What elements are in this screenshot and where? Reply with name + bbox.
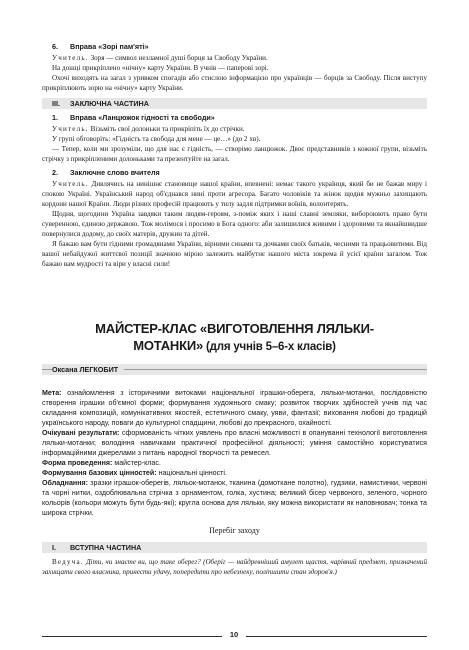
paragraph: Учитель. Зоря — символ незламної душі борця за Свободу України. <box>52 54 268 62</box>
page-number: 10 <box>222 629 246 641</box>
paragraph: Охочі виходять на загал з уривком спогадів або стислою інформацією про українців — борців за Свободу. Після виступу прикріплюють зорю на «нічну» карту України. <box>42 74 427 92</box>
speaker-label: Учитель. <box>52 180 89 188</box>
paragraph: — Тепер, коли ми зрозуміли, що для нас є гідність, — створімо ланцюжок. Двоє представників з кожної групи, візьміть стрічку з прикріпленими долоньками та презентуйте на загал. <box>42 145 427 163</box>
paragraph: Щодня, щогодини Україна завдяки таким людям-героям, з-поміж яких і наші славні земляки, вибороюють право бути суверенною, єдиною державою. Тож молімося і просимо в Бога одного: аби залишилися живими і здоровими та якнайшвидше повернулися додому, до своїх матерів, дружин та дітей. <box>42 210 427 238</box>
top-section <box>42 42 427 269</box>
title-subtitle: (для учнів 5–6-х класів) <box>203 341 336 353</box>
definition-label: Очікувані результати: <box>42 429 120 437</box>
equipment-definition: Обладнання: зразки іграшок-оберегів, ляльок-мотанок, тканина (домоткане полотно), гудзики, намистинки, червоні та чорні нитки, оздоблювальна стрічка з орнаментом, голка, хустина; великий бісер червоного, зеленого, чорного кольорів (кольори можуть бути будь-які); кругла основа для ляльки, яку можна використати як наповнювач; тонка та широка стрічки. <box>42 479 427 517</box>
values-definition: Формування базових цінностей: національні цінності. <box>42 469 227 477</box>
goal-definition: Мета: ознайомлення з історичними витоками національної іграшки-оберега, ляльки-мотанки, послідовністю створення іграшки об'ємної форми; формування художнього смаку; розвиток творчих здібностей учнів під час складання композицій, комунікативних якостей, естетичного смаку, уяви, фантазії; виховання любові до традицій українського народу, поваги до культурної спадщини, любові до прекрасного, охайності. <box>42 389 427 427</box>
author-bar <box>42 364 427 375</box>
section-number: III. <box>52 99 60 108</box>
paragraph: На дошці прикріплено «нічну» карту України. В учнів — паперові зорі. <box>52 64 269 72</box>
speaker-label: Учитель. <box>52 54 89 62</box>
title-line-2: МОТАНКИ» (для учнів 5–6-х класів) <box>133 338 336 353</box>
exercise-1-heading <box>42 113 427 123</box>
author-name: Оксана ЛЕГКОБИТ <box>52 364 124 375</box>
definition-label: Форма проведення: <box>42 459 113 467</box>
exercise-number: 1. <box>52 113 58 122</box>
exercise-6-heading <box>42 42 427 52</box>
title-line-1: МАЙСТЕР-КЛАС «ВИГОТОВЛЕННЯ ЛЯЛЬКИ- <box>95 321 374 336</box>
section-number: I. <box>52 543 56 552</box>
exercise-number: 6. <box>52 42 58 51</box>
paragraph: Я бажаю вам бути гідними громадянами України, вірними синами та дочками своїх батьків, чесними та працьовитими. Від вашої небайдужої життєвої позиції значною мірою залежить майбутнє нашого міста зокрема й усієї країни загалом. Тож бажаю вам мудрості та віри у власні сили! <box>42 240 427 268</box>
exercise-title: Заключне слово вчителя <box>70 168 160 177</box>
paragraph: Учитель. Дивлячись на нинішнє становище нашої країни, впевнені: немає такого українця, який би не бажав миру і спокою Україні. Український народ об'єднався нині проти агресора. Багато чоловіків та жінок щодня мужньо захищають кордони нашої Країни. Люди різних професій працюють у тилу задля підтримки воїнів, волонтерять. <box>42 180 427 208</box>
exercise-title: Вправа «Зорі пам'яті» <box>70 42 149 51</box>
definition-label: Мета: <box>42 389 62 397</box>
section-title: ВСТУПНА ЧАСТИНА <box>70 543 142 552</box>
paragraph: Ведуча. Діти, чи знаєте ви, що таке оберег? (Оберіг — найдревніший амулет щастя, чарівний предмет, призначений захищати свого власника, принести удачу, попередити про небезпеку, поліпшити стан здоров'я.) <box>42 558 427 576</box>
speaker-label: Ведуча. <box>52 558 84 566</box>
section-heading <box>42 542 427 553</box>
paragraph: У групі обговоріть: «Гідність та свобода для мене — це…» (до 2 хв). <box>52 135 261 143</box>
definition-label: Формування базових цінностей: <box>42 469 157 477</box>
section-heading <box>42 98 427 109</box>
form-definition: Форма проведення: майстер-клас. <box>42 459 161 467</box>
course-heading: Перебіг заходу <box>209 526 260 535</box>
exercise-2-heading <box>42 168 427 178</box>
exercise-title: Вправа «Ланцюжок гідності та свободи» <box>70 113 215 122</box>
speaker-label: Учитель. <box>52 125 89 133</box>
results-definition: Очікувані результати: сформованість чітких уявлень про власні можливості в опануванні технології виготовлення ляльки-мотанки; володіння навичками практичної професійної діяльності; уміння самостійно користуватися інформаційними джерелами з питань народної творчості та ремесел. <box>42 429 427 457</box>
paragraph: Учитель. Візьміть свої долоньки та прикріпіть їх до стрічки. <box>52 125 245 133</box>
definition-label: Обладнання: <box>42 479 88 487</box>
definitions-block <box>42 388 427 577</box>
exercise-number: 2. <box>52 168 58 177</box>
section-title: ЗАКЛЮЧНА ЧАСТИНА <box>70 99 149 108</box>
article-title <box>42 320 427 356</box>
